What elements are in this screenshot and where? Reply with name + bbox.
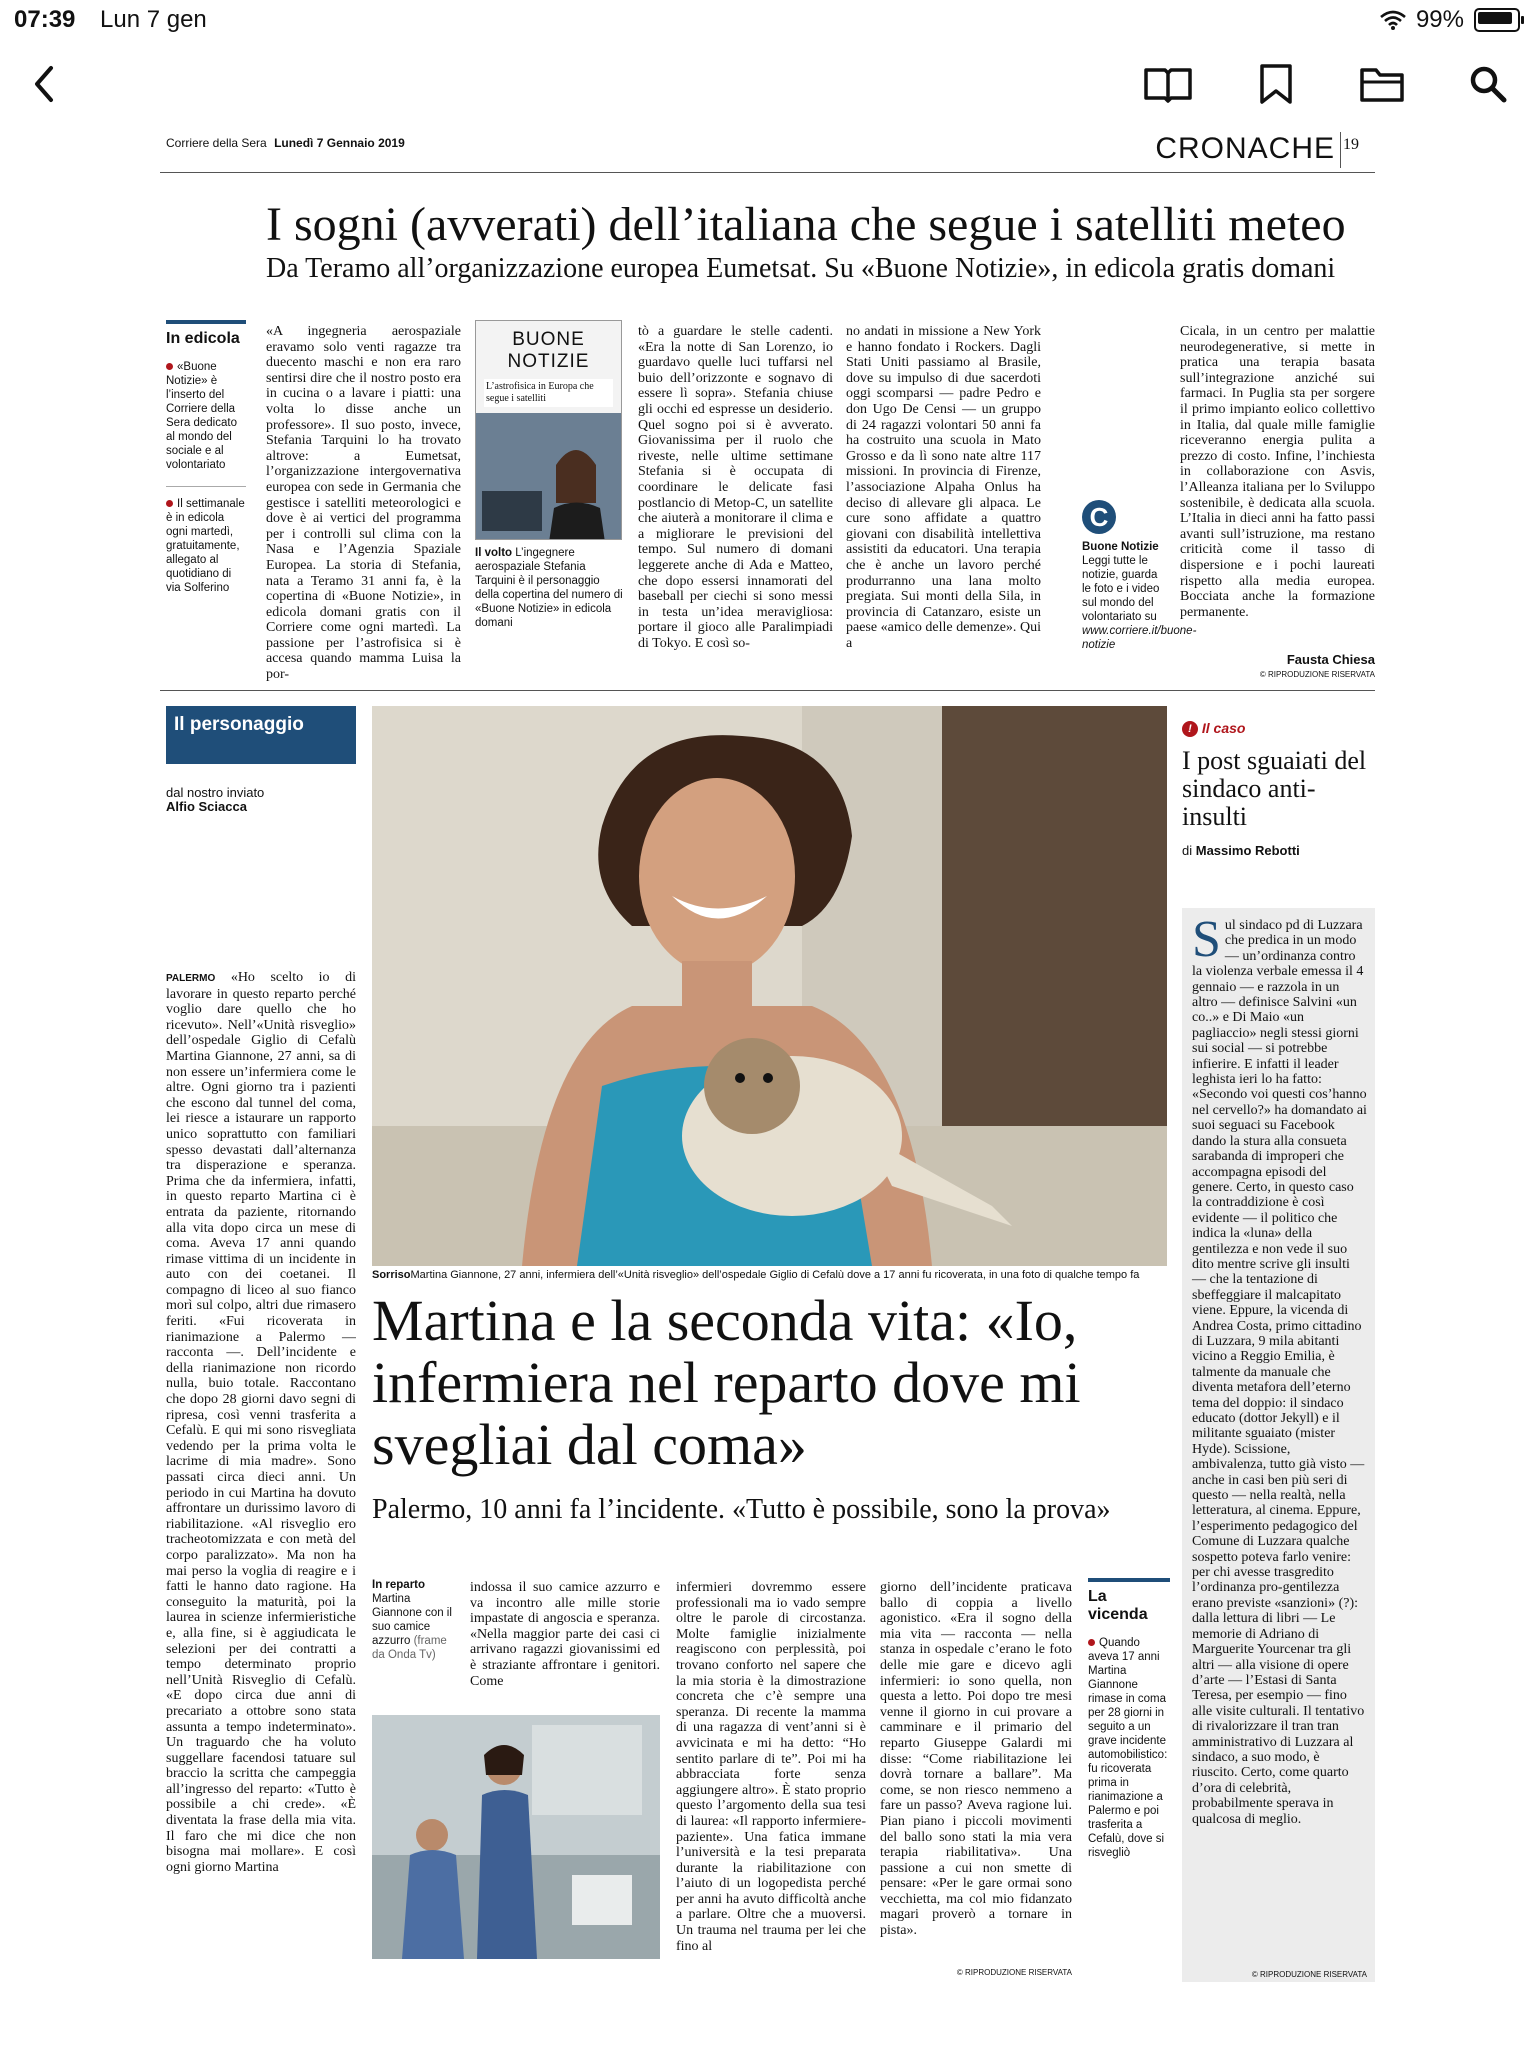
web-text: Leggi tutte le notizie, guarda le foto e i video sul mondo del volontariato su [1082, 555, 1160, 623]
article1-headline: I sogni (avverati) dell’italiana che segue i satelliti meteo [266, 198, 1346, 251]
web-title: Buone Notizie [1082, 541, 1159, 553]
issue-date: Lunedì 7 Gennaio 2019 [274, 136, 405, 150]
in-edicola-p2: Il settimanale è in edicola ogni martedì, gratuitamente, allegato al quotidiano di via Solferino [166, 486, 246, 595]
battery-icon [1474, 8, 1520, 32]
bookmark-button[interactable] [1250, 58, 1302, 110]
search-icon [1468, 64, 1508, 104]
page-header-left [166, 136, 405, 150]
c-logo-icon: C [1082, 500, 1116, 534]
chevron-left-icon [29, 64, 59, 104]
article2-col2: indossa il suo camice azzurro e va incontro alle mille storie impastate di angoscia e speranza. «Nella maggior parte dei casi ci arrivano ragazzi giovanissimi ed è straziante affrontare i genitori. Come [470, 1580, 660, 1689]
book-icon [1143, 64, 1193, 104]
article1-col3: tò a guardare le stelle cadenti. «Era la notte di San Lorenzo, io guardavo quelle luci tuffarsi nel buio dell’orizzonte e sognavo di essere lì sopra». Stefania chiuse gli occhi ed espresse un desiderio. Quel sogno poi si è avverato. Giovanissima per il ruolo che riveste, nelle ultime settimane Stefania si è occupata di coordinare le delicate fasi postlancio di Metop-C, un satellite che aiuterà a monitorare il clima e a migliorare le previsioni del tempo. Sul numero di domani leggerete anche di Ada e Matteo, che dopo essersi innamorati del baseball per ciechi si sono messi in testa un’idea meravigliosa: portare il gioco alle Paralimpiadi di Tokyo. E così so- [638, 324, 833, 651]
caso-body: Sul sindaco pd di Luzzara che predica in un modo — un’ordinanza contro la violenza verbale emessa il 4 gennaio — e razzola in un altro — definisce Salvini «un co..» e Di Maio «un pagliaccio» negli stessi giorni sui social — si potrebbe infierire. E infatti il leader leghista ieri lo ha fatto: «Secondo voi questi cos’hanno nel cervello?» ha domandato ai suoi seguaci su Facebook dando la stura alla consueta sarabanda di improperi che accompagna episodi del genere. Certo, in questo caso la contraddizione è così evidente — il politico che indica la «luna» della gentilezza e non vede il suo dito mentre scrive gli insulti — che la tentazione di sbeffeggiare il malcapitato viene. Eppure, la vicenda di Andrea Costa, primo cittadino di Luzzara, 9 mila abitanti vicino a Reggio Emilia, è talmente da manuale che diventa metafora dell’eterno tema del doppio: il sindaco educato (dottor Jekyll) e il militante sguaiato (mister Hyde). Scissione, ambivalenza, tutto già visto — anche in casi ben più seri di questo — nella realtà, nella letteratura, al cinema. Eppure, l’esperimento pedagogico del Comune di Luzzara qualche sospetto poteva farlo venire: per chi avesse trasgredito l’ordinanza pro-gentilezza erano previste «sanzioni» (?): dalla lettura di libri — Le memorie di Adriano di Marguerite Yourcenar tra gli altri — alla visione di opere d’arte — l’Estasi di Santa Teresa, per esempio — fino alle visite culturali. Il tentativo di rivalorizzare il tran tran amministrativo di Luzzara al sindaco, a suo modo, è riuscito. Certo, come quarto d’ora di celebrità, probabilmente sperava in qualcosa di meglio. [1192, 911, 1367, 1827]
wifi-icon [1380, 10, 1406, 30]
vicenda-sidebar: La vicenda Quando aveva 17 anni Martina Giannone rimase in coma per 28 giorni in seguito a un grave incidente automobilistico: fu ricoverata prima in rianimazione a Palermo e poi trasferita a Cefalù, dove si risvegliò [1088, 1578, 1170, 1860]
status-time: 07:39 [14, 6, 76, 33]
folder-icon [1359, 64, 1405, 104]
caso-icon: ! [1182, 721, 1198, 737]
article2-headline: Martina e la seconda vita: «Io, infermiera nel reparto dove mi svegliai dal coma» [372, 1288, 1081, 1477]
article2-byline: dal nostro inviato Alfio Sciacca [166, 785, 265, 814]
caso-dropcap: S [1192, 911, 1221, 968]
in-reparto-photo [372, 1715, 660, 1959]
bookmark-icon [1256, 63, 1296, 105]
article1-col1: «A ingegneria aerospaziale eravamo solo venti ragazze tra duecento maschi e non era raro sentirsi dire che il nostro posto era in cucina o a lavare i piatti: una volta lo disse anche un professore». Il suo posto, invece, Stefania Tarquini lo ha trovato altrove: a Eumetsat, l’organizzazione intergovernativa europea con sede in Germania che gestisce i satelliti meteorologici e dove è ai vertici del programma per i controlli sul clima con la Nasa e l’Agenzia Spaziale Europea. La storia di Stefania, nata a Teramo 31 anni fa, è la copertina di «Buone Notizie», in edicola domani gratis con il Corriere come ogni martedì. La passione per l’astrofisica si è accesa quando mamma Luisa la por- [266, 324, 461, 683]
in-edicola-sidebar [166, 320, 246, 595]
small-photo-caption: In reparto Martina Giannone con il suo camice azzurro (frame da Onda Tv) [372, 1579, 452, 1661]
personaggio-kicker: Il personaggio [166, 706, 356, 764]
caso-headline: I post sguaiati del sindaco anti-insulti [1182, 746, 1367, 832]
article2-col1: PALERMO «Ho scelto io di lavorare in questo reparto perché voglio dare quello che ho ricevuto». Nell’«Unità risveglio» dell’ospedale Giglio di Cefalù Martina Giannone, 27 anni, sa di non essere un’infermiera come le altre. Ogni giorno tra i pazienti che escono dal tunnel del coma, lei riesce a istaurare un rapporto unico soprattutto con familiari spesso devastati dall’alternanza tra disperazione e speranza. Prima che da infermiera, infatti, in questo reparto Martina ci è entrata da paziente, ritornando alla vita dopo circa un mese di coma. Aveva 17 anni quando rimase vittima di un incidente in auto con dei coetanei. Il compagno di liceo al suo fianco morì sul colpo, altri due rimasero feriti. «Fui ricoverata in rianimazione a Palermo — racconta —. Dell’incidente e della rianimazione non ricordo nulla, buio totale. Raccontano che dopo 28 giorni davo segni di ripresa, così venni trasferita a Cefalù. E qui mi sono risvegliata vedendo per la prima volta le lacrime di mia madre». Sono passati circa dieci anni. Un periodo in cui Martina ha dovuto affrontare un durissimo lavoro di riabilitazione. «Al risveglio ero tracheotomizzata e con metà del corpo paralizzato». Ma non ha mai perso la voglia di reagire e i fatti le hanno dato ragione. Ha conseguito la maturità, poi la laurea in scienze infermieristiche e, alla fine, si è aggiudicata le selezioni per dei contratti a tempo determinato proprio nell’Unità Risveglio di Cefalù. «E dopo circa due anni di precariato a ottobre sono stata assunta a tempo indeterminato». Un traguardo che ha voluto suggellare facendosi tatuare sul braccio la scritta che campeggia all’ingresso del reparto: «Tutto è possibile a chi crede». «È diventata la frase della mia vita. Il faro che mi dice che non bisogna mai mollare». E così ogni giorno Martina [166, 970, 356, 1875]
page-number: 19 [1343, 136, 1359, 153]
cover-caption: Il volto L’ingegnere aerospaziale Stefania Tarquini è il personaggio della copertina del numero di «Buone Notizie» in edicola domani [475, 547, 623, 629]
paper-name: Corriere della Sera [166, 136, 267, 150]
in-edicola-title: In edicola [166, 330, 240, 347]
cover-title: L’astrofisica in Europa che segue i satelliti [484, 379, 613, 407]
caso-kicker: ! Il caso [1182, 720, 1375, 737]
newspaper-page [160, 128, 1375, 1990]
folder-button[interactable] [1356, 58, 1408, 110]
section-name: CRONACHE [1155, 132, 1335, 165]
article1-col6: Cicala, in un centro per malattie neurodegenerative, si mette in pratica una terapia basata sull’integrazione anziché sui farmaci. In Puglia sta per sorgere il primo impianto eolico collettivo in Italia, dal quale mille famiglie riceveranno energia pulita a prezzo di costo. Infine, l’inchiesta in collaborazione con Asvis, l’Alleanza italiana per lo Sviluppo sostenibile, è dedicata alla scuola. L’Italia in dieci anni ha fatto passi avanti sull’istruzione, ma restano criticità come il tasso di dispersione e i pochi laureati rispetto alla media europea. Bocciata anche la formazione permanente. [1180, 324, 1375, 620]
status-bar [0, 0, 1536, 40]
header-rule [160, 172, 1375, 173]
back-button[interactable] [18, 58, 70, 110]
buone-notizie-cover [475, 320, 622, 540]
article1-copyright: © RIPRODUZIONE RISERVATA [1259, 670, 1375, 679]
caso-byline: di Massimo Rebotti [1182, 843, 1300, 859]
web-url-link[interactable]: www.corriere.it/buone-notizie [1082, 625, 1197, 651]
search-button[interactable] [1462, 58, 1514, 110]
article2-subhead: Palermo, 10 anni fa l’incidente. «Tutto è possibile, sono la prova» [372, 1494, 1111, 1525]
cover-masthead: BUONE NOTIZIE [507, 329, 590, 372]
book-button[interactable] [1142, 58, 1194, 110]
martina-main-photo [372, 706, 1167, 1266]
article2-col4: giorno dell’incidente praticava ballo di coppia a livello agonistico. «Era il sogno della mia vita — racconta — nella stanza in ospedale c’erano le foto delle mie gare e dicevo agli infermieri: io sono quella, non questa a letto. Poi dopo tre mesi venne il giorno in cui provare a camminare e il primario del reparto Giuseppe Galardi mi disse: “Come riabilitazione lei dovrà tornare a ballare”. Ma come, se non riesco nemmeno a fare un passo? Aveva ragione lui. Pian piano i piccoli movimenti del ballo sono stati la mia vera terapia riabilitativa». Una passione a cui non smette di pensare: «Per le gare ormai sono vecchietta, ma col mio fidanzato magari proverò a tornare in pista». [880, 1580, 1072, 1939]
in-reparto-illustration [372, 1715, 660, 1959]
article1-subhead: Da Teramo all’organizzazione europea Eumetsat. Su «Buone Notizie», in edicola gratis domani [266, 253, 1336, 284]
header-divider [1340, 132, 1341, 168]
in-edicola-p1: «Buone Notizie» è l’inserto del Corriere della Sera dedicato al mondo del sociale e al volontariato [166, 361, 237, 471]
status-date: Lun 7 gen [100, 6, 207, 33]
article1-col4: no andati in missione a New York e hanno fondato i Rockers. Dagli Stati Uniti passiamo al Brasile, dove su impulso di due sacerdoti oggi scomparsi — padre Pedro e don Ugo De Censi — un gruppo di 24 ragazzi volontari 50 anni fa ha costruito una scuola in Mato Grosso e da lì sono nate altre 117 missioni. In provincia di Firenze, l’associazione Alpaha Onlus ha deciso di allevare gli alpaca. Le cure sono affidate a quattro giovani con disabilità intellettiva assistiti da educatori. Una terapia che è anche un lavoro perché produrranno una lana molto pregiata. Sui monti della Sila, in provincia di Catanzaro, esiste un paese «amico delle demenze». Qui a [846, 324, 1041, 651]
article2-col3: infermieri dovremmo essere professionali ma io vado sempre oltre le parole di circostanza. Molte famiglie inizialmente reagiscono con perplessità, poi trovano conforto nel sapere che la mia storia è la dimostrazione concreta che c’è sempre una speranza. Di recente la mamma di una ragazza di vent’anni si è avvicinata e mi ha detto: “Ho sentito parlare di te”. Poi mi ha abbracciata forte senza aggiungere altro». È stato proprio questo l’argomento della sua tesi di laurea: «Il rapporto infermiere-paziente». Una fatica immane l’università e la tesi preparata durante la riabilitazione con l’aiuto di un logopedista perché per anni ha avuto difficoltà anche a parlare. Oltre che a muoversi. Un trauma nel trauma per lei che fino al [676, 1580, 866, 1954]
buone-notizie-web-box [1082, 500, 1197, 652]
article3-copyright: © RIPRODUZIONE RISERVATA [1251, 1970, 1367, 1979]
cover-portrait [476, 413, 621, 540]
martina-photo-illustration [372, 706, 1167, 1266]
article1-author: Fausta Chiesa [1286, 652, 1375, 667]
article2-copyright: © RIPRODUZIONE RISERVATA [956, 1968, 1072, 1977]
status-right [1380, 6, 1520, 34]
section-rule [160, 690, 1375, 691]
caso-box [1182, 706, 1375, 858]
main-photo-caption: SorrisoMartina Giannone, 27 anni, infermiera dell’«Unità risveglio» dell’ospedale Giglio di Cefalù dove a 17 anni fu ricoverata, in una foto di qualche tempo fa [372, 1269, 1140, 1281]
battery-percent: 99% [1415, 6, 1464, 33]
